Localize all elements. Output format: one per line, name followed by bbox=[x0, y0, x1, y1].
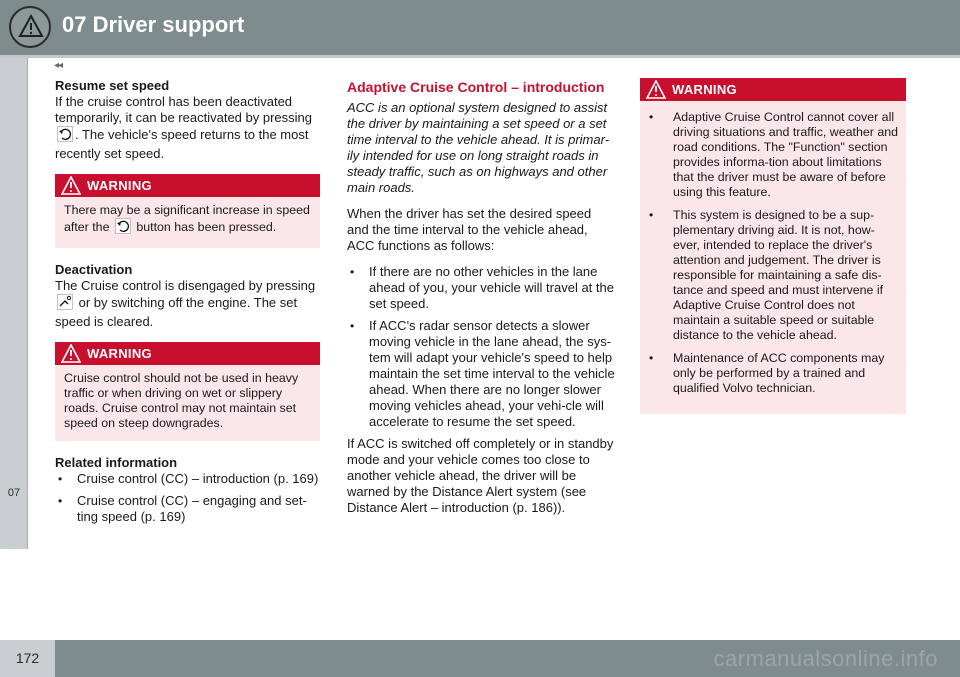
page-header bbox=[0, 0, 960, 55]
related-link[interactable]: • Cruise control (CC) – introduction (p. 169) bbox=[55, 471, 320, 487]
warning-header bbox=[55, 342, 320, 365]
warning-box-1 bbox=[55, 174, 320, 248]
warning-title: WARNING bbox=[672, 82, 737, 97]
list-item: • Adaptive Cruise Control cannot cover all driving situations and traffic, weather and road conditions. The "Function" section provides informa-tion about limitations that the driver must be aware of before using this feature. bbox=[640, 110, 898, 200]
warning-title: WARNING bbox=[87, 178, 152, 193]
page-number: 172 bbox=[0, 640, 55, 677]
related-information-list bbox=[55, 471, 320, 525]
related-information-heading: Related information bbox=[55, 455, 178, 470]
warning-body: Cruise control should not be used in heavy traffic or when driving on wet or slippery roads. Cruise control may not maintain set speed on steep downgrades. bbox=[64, 371, 299, 430]
warning-triangle-icon bbox=[646, 80, 666, 99]
warning-body bbox=[640, 101, 906, 414]
column-2 bbox=[347, 78, 615, 526]
list-item: • If ACC's radar sensor detects a slower moving vehicle in the lane ahead, the sys-tem will adapt your vehicle's speed to help maintain the set time interval to the vehicle ahead. When there are no longer slower moving vehicles ahead, your vehi-cle will accelerate to resume the set speed. bbox=[347, 318, 615, 430]
deactivation-text-b: or by switching off the engine. The set speed is cleared. bbox=[55, 295, 298, 329]
section-heading: Adaptive Cruise Control – introduction bbox=[347, 79, 605, 95]
resume-paragraph bbox=[55, 94, 320, 162]
resume-text-b: . The vehicle's speed returns to the most recently set speed. bbox=[55, 127, 309, 161]
back-arrows-icon[interactable]: ◂◂ bbox=[54, 60, 63, 71]
functions-list bbox=[347, 264, 615, 430]
resume-heading: Resume set speed bbox=[55, 78, 170, 93]
chapter-tab-label: 07 bbox=[7, 487, 21, 499]
deactivation-paragraph bbox=[55, 278, 320, 330]
functions-paragraph: When the driver has set the desired speed and the time interval to the vehicle ahead, ACC functions as follows: bbox=[347, 206, 592, 253]
cruise-off-icon bbox=[57, 294, 73, 314]
chapter-title: 07 Driver support bbox=[62, 12, 245, 37]
chapter-side-tab[interactable] bbox=[0, 58, 28, 549]
warning-list bbox=[640, 110, 898, 396]
watermark: carmanualsonline.info bbox=[713, 646, 938, 671]
warning-triangle-icon bbox=[61, 176, 81, 195]
distance-alert-paragraph: If ACC is switched off completely or in standby mode and your vehicle comes too close to another vehicle ahead, the driver will be warned by the Distance Alert system (see Distance Alert – introduction (p. 186)). bbox=[347, 436, 614, 515]
column-3 bbox=[640, 78, 906, 428]
warning-body bbox=[55, 197, 320, 248]
page-footer bbox=[0, 640, 960, 677]
header-divider bbox=[0, 55, 960, 58]
warning-title: WARNING bbox=[87, 346, 152, 361]
list-item: • Maintenance of ACC components may only be performed by a trained and qualified Volvo technician. bbox=[640, 351, 898, 396]
warning-text-a: There may be a significant increase in speed after the bbox=[64, 203, 310, 234]
intro-paragraph: ACC is an optional system designed to assist the driver by maintaining a set speed or a set time interval to the vehicle ahead. It is primar-ily intended for use on long straight roads in steady traffic, such as on highways and other main roads. bbox=[347, 100, 610, 195]
resume-icon bbox=[57, 126, 73, 146]
warning-triangle-icon bbox=[61, 344, 81, 363]
deactivation-text-a: The Cruise control is disengaged by pressing bbox=[55, 278, 316, 293]
list-item: • If there are no other vehicles in the lane ahead of you, your vehicle will travel at the set speed. bbox=[347, 264, 615, 312]
list-item: • This system is designed to be a sup-plementary driving aid. It is not, how-ever, intended to replace the driver's attention and judgement. The driver is responsible for maintaining a safe dis-tance and speed and must intervene if Adaptive Cruise Control does not maintain a suitable speed or suitable distance to the vehicle ahead. bbox=[640, 208, 898, 343]
resume-icon bbox=[115, 218, 131, 238]
deactivation-heading: Deactivation bbox=[55, 262, 133, 277]
warning-text-b: button has been pressed. bbox=[136, 220, 277, 234]
warning-header bbox=[55, 174, 320, 197]
warning-header bbox=[640, 78, 906, 101]
warning-box-2 bbox=[55, 342, 320, 441]
warning-box-3 bbox=[640, 78, 906, 414]
warning-triangle-icon bbox=[9, 6, 51, 48]
column-1 bbox=[55, 78, 320, 531]
resume-text-a: If the cruise control has been deactivated temporarily, it can be reactivated by pressing bbox=[55, 94, 312, 125]
related-link[interactable]: • Cruise control (CC) – engaging and set-ting speed (p. 169) bbox=[55, 493, 320, 525]
